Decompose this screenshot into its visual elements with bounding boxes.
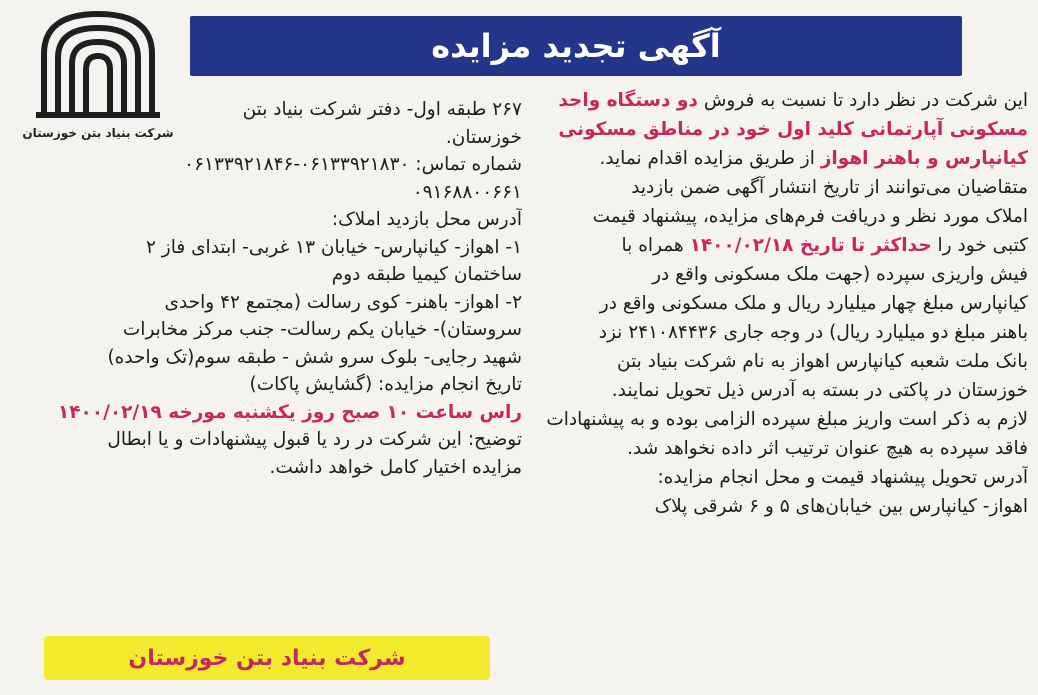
text-line <box>528 231 1028 260</box>
text-line: سروستان)- خیابان یکم رسالت- جنب مرکز مخابرات <box>122 319 522 340</box>
text-line <box>528 144 1028 173</box>
text-line: بانک ملت شعبه کیانپارس اهواز به نام شرکت بنیاد بتن <box>617 351 1028 372</box>
text-line: خوزستان. <box>445 126 522 148</box>
text-span: از طریق مزایده اقدام نماید. <box>599 148 821 169</box>
mobile-number: ۰۹۱۶۸۸۰۰۶۶۱ <box>412 181 522 203</box>
highlight-text: کیانپارس و باهنر اهواز <box>820 148 1028 169</box>
text-span: کتبی خود را <box>931 235 1028 256</box>
text-span: این شرکت در نظر دارد تا نسبت به فروش <box>697 90 1028 111</box>
auction-date-line: راس ساعت ۱۰ صبح روز یکشنبه مورخه ۱۴۰۰/۰۲/۱۹ <box>57 401 522 423</box>
text-line: شهید رجایی- بلوک سرو شش - طبقه سوم(تک واحده) <box>107 346 522 368</box>
deadline-text: حداکثر تا تاریخ ۱۴۰۰/۰۲/۱۸ <box>689 235 932 256</box>
text-line: لازم به ذکر است واریز مبلغ سپرده الزامی بوده و به پیشنهادات <box>546 409 1028 430</box>
text-line: خوزستان در پاکتی در بسته به آدرس ذیل تحویل نمایند. <box>611 380 1028 401</box>
text-line <box>528 86 1028 115</box>
highlight-text: دو دستگاه واحد <box>558 90 698 111</box>
text-line: ۲۶۷ طبقه اول- دفتر شرکت بنیاد بتن <box>242 99 522 120</box>
text-line: ۱- اهواز- کیانپارس- خیابان ۱۳ غربی- ابتدای فاز ۲ <box>145 236 522 258</box>
text-line: آدرس محل بازدید املاک: <box>331 209 522 230</box>
text-line: توضیح: این شرکت در رد یا قبول پیشنهادات و یا ابطال <box>107 429 522 450</box>
phone-numbers: شماره تماس: ۰۶۱۳۳۹۲۱۸۳۰-۰۶۱۳۳۹۲۱۸۴۶ <box>184 154 522 175</box>
company-name-badge <box>44 636 490 680</box>
right-column <box>528 86 1028 521</box>
text-line: آدرس تحویل پیشنهاد قیمت و محل انجام مزایده: <box>657 467 1028 488</box>
text-line: املاک مورد نظر و دریافت فرم‌های مزایده، پیشنهاد قیمت <box>592 206 1028 227</box>
text-line: ساختمان کیمیا طبقه دوم <box>331 264 522 285</box>
page-title: آگهی تجدید مزایده <box>431 27 721 65</box>
text-line: باهنر مبلغ دو میلیارد ریال) در وجه جاری ۲۴۱۰۸۴۴۳۶ نزد <box>598 322 1028 343</box>
left-column <box>28 96 522 481</box>
text-line: کیانپارس مبلغ چهار میلیارد ریال و ملک مسکونی واقع در <box>599 293 1028 314</box>
text-span: همراه با <box>621 235 690 256</box>
text-line: ۲- اهواز- باهنر- کوی رسالت (مجتمع ۴۲ واحدی <box>164 291 522 313</box>
text-line: اهواز- کیانپارس بین خیابان‌های ۵ و ۶ شرقی پلاک <box>654 496 1028 517</box>
logo-caption: شرکت بنیاد بتن خوزستان <box>22 126 174 140</box>
text-line: مزایده اختیار کامل خواهد داشت. <box>269 456 522 478</box>
text-line: فیش واریزی سپرده (جهت ملک مسکونی واقع در <box>652 264 1028 285</box>
title-banner <box>190 16 962 76</box>
highlight-line: مسکونی آپارتمانی کلید اول خود در مناطق مسکونی <box>558 119 1028 140</box>
company-name: شرکت بنیاد بتن خوزستان <box>128 645 406 671</box>
text-line: تاریخ انجام مزایده: (گشایش پاکات) <box>249 374 522 395</box>
text-line: فاقد سپرده به هیچ عنوان ترتیب اثر داده نخواهد شد. <box>627 438 1028 459</box>
text-line: متقاضیان می‌توانند از تاریخ انتشار آگهی ضمن بازدید <box>631 177 1028 198</box>
